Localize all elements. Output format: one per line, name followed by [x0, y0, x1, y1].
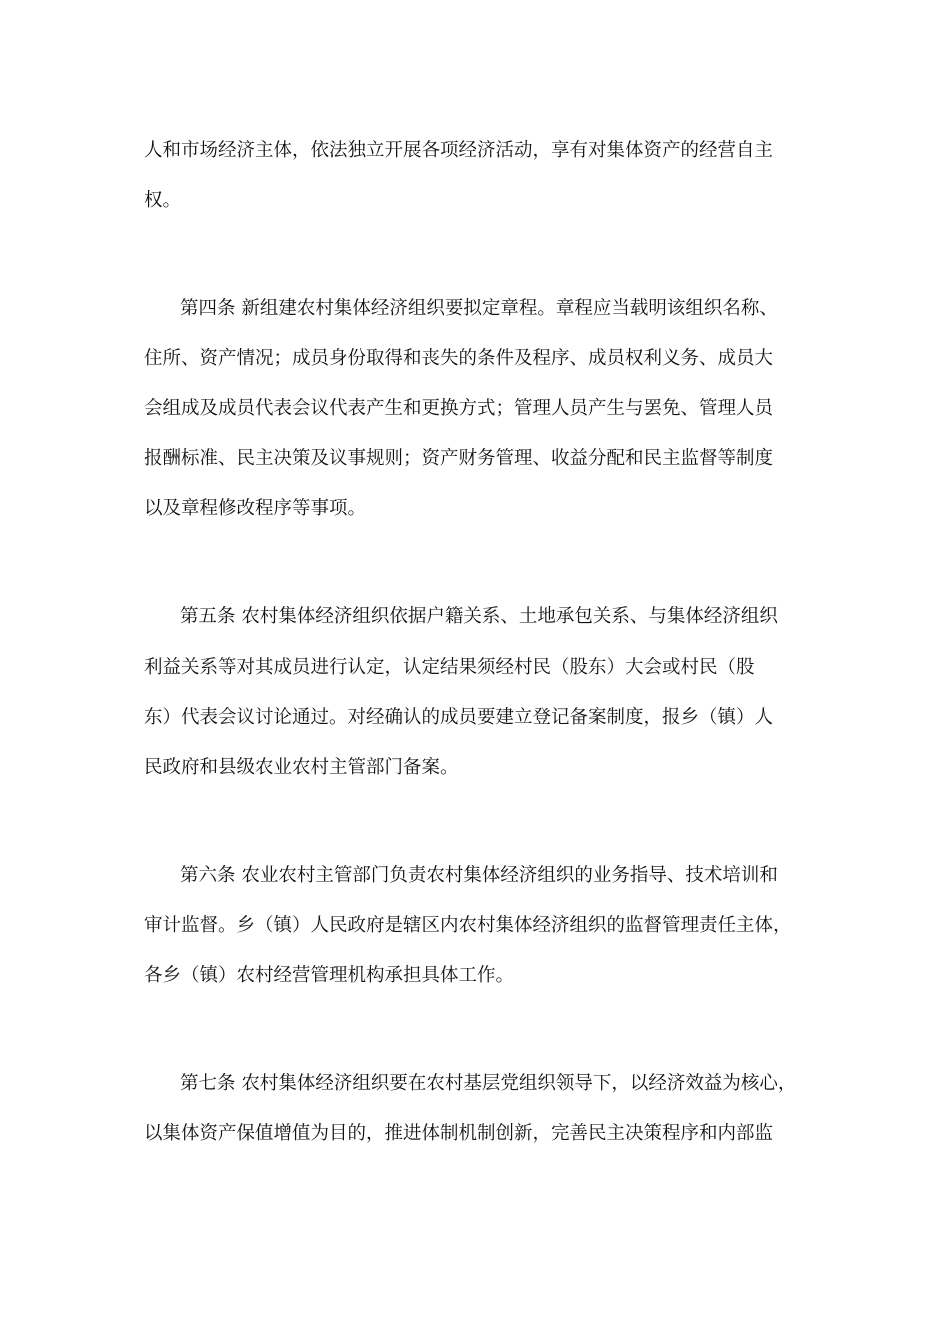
paragraph-line: 以及章程修改程序等事项。 — [144, 498, 367, 519]
article-6-heading-line: 第六条 农业农村主管部门负责农村集体经济组织的业务指导、技术培训和 — [180, 865, 778, 886]
paragraph-line: 人和市场经济主体，依法独立开展各项经济活动，享有对集体资产的经营自主 — [144, 140, 774, 161]
article-7-heading-line: 第七条 农村集体经济组织要在农村基层党组织领导下，以经济效益为核心， — [180, 1073, 797, 1094]
paragraph-line: 以集体资产保值增值为目的，推进体制机制创新，完善民主决策程序和内部监 — [144, 1123, 774, 1144]
paragraph-line: 审计监督。乡（镇）人民政府是辖区内农村集体经济组织的监督管理责任主体， — [144, 915, 792, 936]
paragraph-line: 会组成及成员代表会议代表产生和更换方式；管理人员产生与罢免、管理人员 — [144, 398, 774, 419]
article-4-heading-line: 第四条 新组建农村集体经济组织要拟定章程。章程应当载明该组织名称、 — [180, 298, 778, 319]
paragraph-line: 民政府和县级农业农村主管部门备案。 — [144, 757, 459, 778]
paragraph-line: 各乡（镇）农村经营管理机构承担具体工作。 — [144, 965, 515, 986]
paragraph-line: 权。 — [144, 190, 182, 211]
paragraph-line: 住所、资产情况；成员身份取得和丧失的条件及程序、成员权利义务、成员大 — [144, 348, 774, 369]
article-5-heading-line: 第五条 农村集体经济组织依据户籍关系、土地承包关系、与集体经济组织 — [180, 606, 778, 627]
paragraph-line: 东）代表会议讨论通过。对经确认的成员要建立登记备案制度，报乡（镇）人 — [144, 707, 774, 728]
paragraph-line: 报酬标准、民主决策及议事规则；资产财务管理、收益分配和民主监督等制度 — [144, 448, 774, 469]
paragraph-line: 利益关系等对其成员进行认定，认定结果须经村民（股东）大会或村民（股 — [144, 657, 755, 678]
